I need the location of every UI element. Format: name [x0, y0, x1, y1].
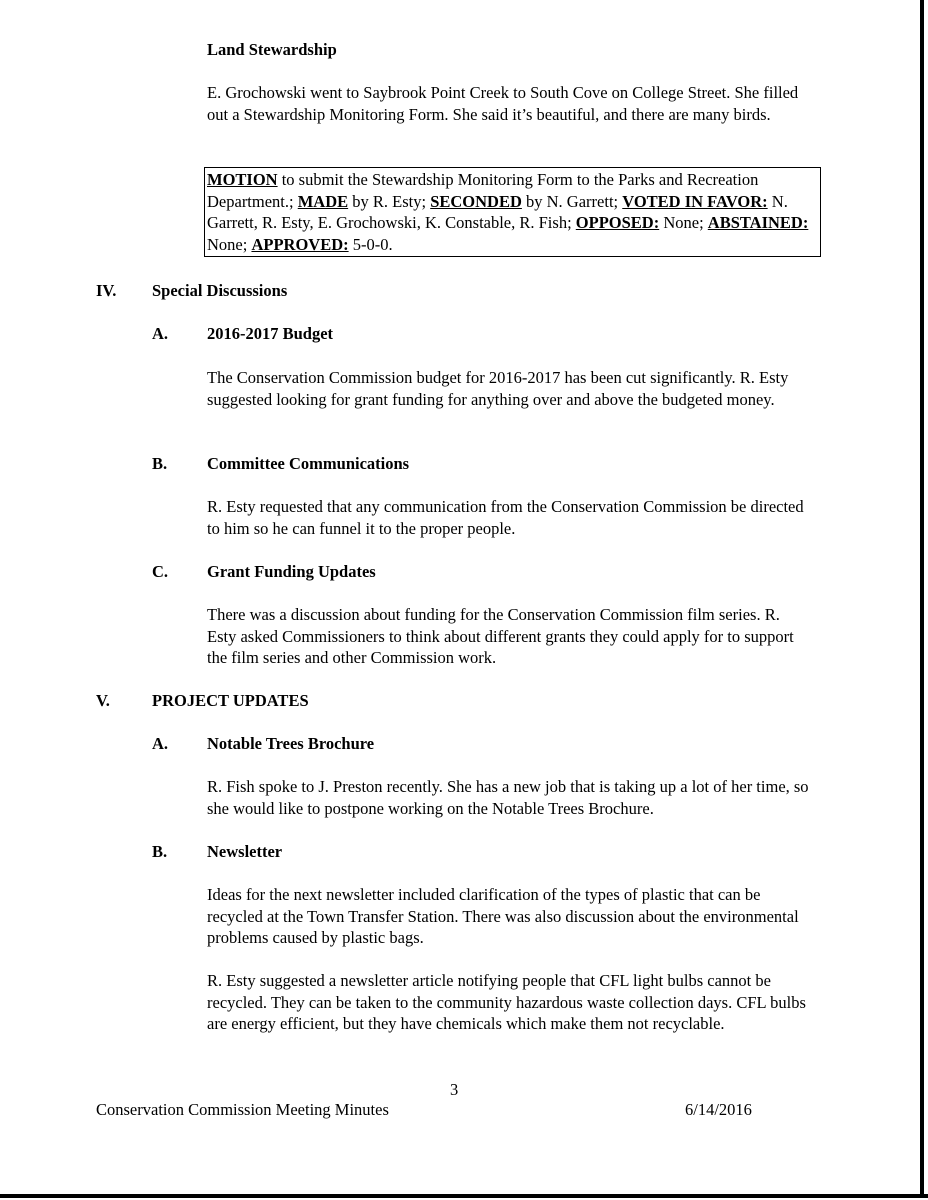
section-iv-c-paragraph: There was a discussion about funding for the Conservation Commission film series. R. Esty asked Commissioners to think about different grants they could apply for to support the film series and other Commission work.	[207, 605, 794, 668]
section-v-b-title: Newsletter	[207, 842, 283, 861]
section-v-b-paragraph-2: R. Esty suggested a newsletter article notifying people that CFL light bulbs cannot be recycled. They can be taken to the community hazardous waste collection days. CFL bulbs are energy efficient, but they have chemicals which make them not recyclable.	[207, 971, 806, 1034]
section-iv-title: Special Discussions	[152, 281, 288, 300]
footer-document-title: Conservation Commission Meeting Minutes	[96, 1100, 389, 1119]
footer-date: 6/14/2016	[685, 1100, 752, 1119]
section-iv-a-paragraph: The Conservation Commission budget for 2016-2017 has been cut significantly. R. Esty suggested looking for grant funding for anything over and above the budgeted money.	[207, 368, 789, 409]
made-text: by R. Esty;	[348, 191, 431, 211]
motion-text: to submit the Stewardship Monitoring Form to the Parks and Recreation Department.;	[207, 170, 759, 211]
section-v-numeral: V.	[96, 691, 110, 710]
seconded-text: by N. Garrett;	[521, 191, 623, 211]
section-v-a-title: Notable Trees Brochure	[207, 734, 375, 753]
approved-text: 5-0-0.	[348, 234, 393, 254]
section-iv-a-letter: A.	[152, 324, 169, 343]
page-number: 3	[450, 1080, 459, 1099]
section-v-a-paragraph: R. Fish spoke to J. Preston recently. She has a new job that is taking up a lot of her time, so she would like to postpone working on the Notable Trees Brochure.	[207, 777, 809, 818]
voted-in-favor-text: N. Garrett, R. Esty, E. Grochowski, K. Constable, R. Fish;	[207, 191, 788, 233]
section-iv-numeral: IV.	[96, 281, 117, 300]
section-v-title: PROJECT UPDATES	[152, 691, 309, 710]
abstained-label: ABSTAINED:	[707, 213, 809, 233]
section-iv-a-title: 2016-2017 Budget	[207, 324, 334, 343]
section-iv-b-paragraph: R. Esty requested that any communication from the Conservation Commission be directed to him so he can funnel it to the proper people.	[207, 497, 804, 538]
page-edge-bottom	[0, 1194, 928, 1198]
opposed-text: None;	[659, 213, 708, 233]
section-iv-c-letter: C.	[152, 562, 169, 581]
land-stewardship-heading: Land Stewardship	[207, 40, 337, 59]
motion-box	[204, 167, 821, 257]
opposed-label: OPPOSED:	[575, 213, 660, 233]
section-iv-b-title: Committee Communications	[207, 454, 410, 473]
land-stewardship-paragraph: E. Grochowski went to Saybrook Point Creek to South Cove on College Street. She filled out a Stewardship Monitoring Form. She said it’s beautiful, and there are many birds.	[207, 83, 799, 124]
abstained-text: None;	[207, 234, 252, 254]
section-v-b-letter: B.	[152, 842, 168, 861]
motion-label: MOTION	[207, 170, 278, 189]
seconded-label: SECONDED	[430, 191, 522, 211]
made-label: MADE	[297, 191, 349, 211]
section-v-a-letter: A.	[152, 734, 169, 753]
section-iv-b-letter: B.	[152, 454, 168, 473]
approved-label: APPROVED:	[251, 234, 349, 254]
page-edge-right	[920, 0, 924, 1196]
voted-in-favor-label: VOTED IN FAVOR:	[622, 191, 768, 211]
section-iv-c-title: Grant Funding Updates	[207, 562, 376, 581]
section-v-b-paragraph-1: Ideas for the next newsletter included clarification of the types of plastic that can be recycled at the Town Transfer Station. There was also discussion about the environmental problems caused by plastic bags.	[207, 885, 799, 948]
